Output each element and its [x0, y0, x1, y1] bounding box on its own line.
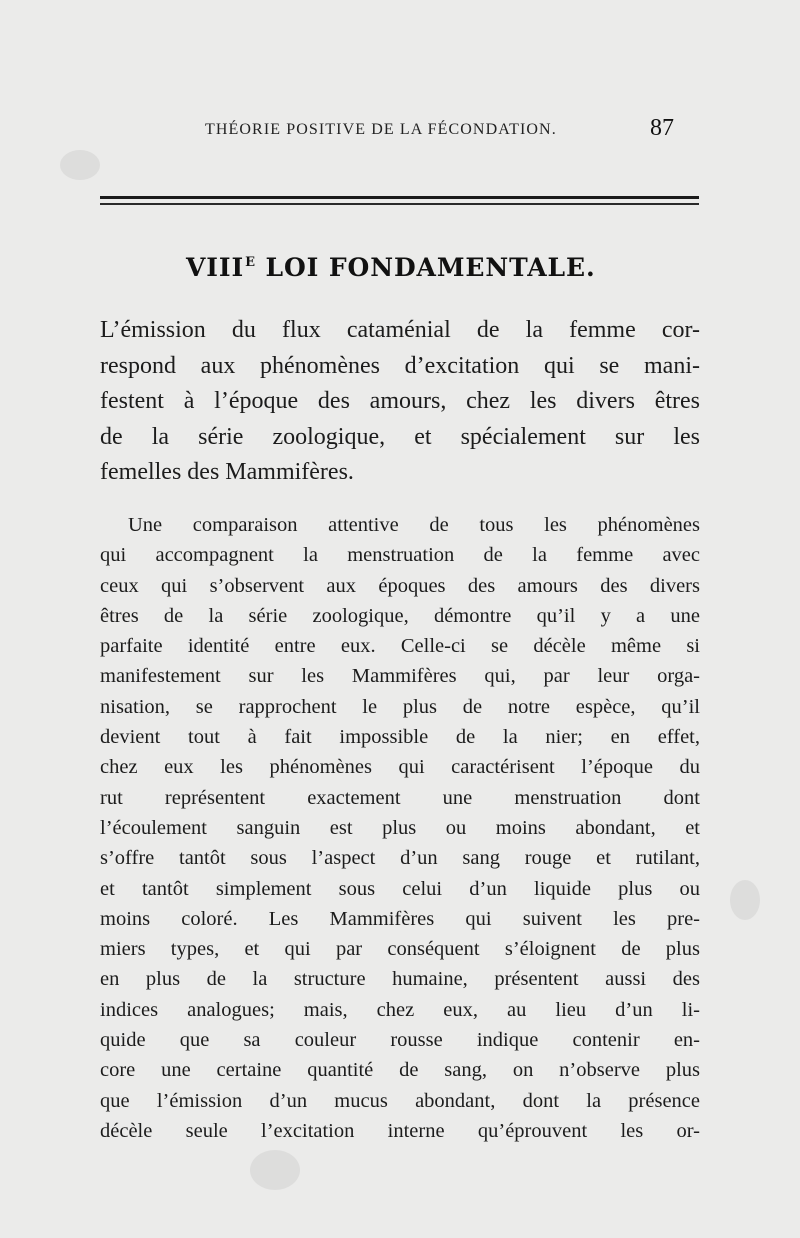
body-line: manifestement sur les Mammifères qui, par leur orga- — [100, 665, 700, 688]
body-line: ceux qui s’observent aux époques des amours des divers — [100, 574, 700, 597]
body-paragraph — [100, 510, 700, 1146]
body-line: quide que sa couleur rousse indique contenir en- — [100, 1029, 700, 1052]
body-line: core une certaine quantité de sang, on n’observe plus — [100, 1059, 700, 1082]
body-line: moins coloré. Les Mammifères qui suivent les pre- — [100, 907, 700, 930]
header-rule-thin — [100, 203, 699, 205]
body-line: êtres de la série zoologique, démontre qu’il y a une — [100, 604, 700, 627]
body-line: chez eux les phénomènes qui caractérisent l’époque du — [100, 756, 700, 779]
body-line: miers types, et qui par conséquent s’éloignent de plus — [100, 938, 700, 961]
law-line: respond aux phénomènes d’excitation qui se mani- — [100, 352, 700, 379]
heading-numeral: VIII — [186, 253, 245, 282]
paper-stain — [60, 150, 100, 180]
section-heading — [186, 253, 596, 282]
law-line: festent à l’époque des amours, chez les divers êtres — [100, 388, 700, 414]
body-line: indices analogues; mais, chez eux, au lieu d’un li- — [100, 998, 700, 1021]
body-line: que l’émission d’un mucus abondant, dont la présence — [100, 1089, 700, 1112]
body-line: en plus de la structure humaine, présentent aussi des — [100, 968, 700, 991]
body-line: décèle seule l’excitation interne qu’éprouvent les or- — [100, 1119, 700, 1142]
paper-stain — [730, 880, 760, 920]
running-title: THÉORIE POSITIVE DE LA FÉCONDATION. — [205, 121, 557, 138]
body-line: et tantôt simplement sous celui d’un liquide plus ou — [100, 877, 700, 900]
body-line: nisation, se rapprochent le plus de notre espèce, qu’il — [100, 695, 700, 718]
body-line: qui accompagnent la menstruation de la femme avec — [100, 544, 700, 567]
page-number: 87 — [650, 115, 674, 141]
law-line: de la série zoologique, et spécialement sur les — [100, 423, 700, 450]
body-line: l’écoulement sanguin est plus ou moins abondant, et — [100, 816, 700, 839]
body-line: parfaite identité entre eux. Celle-ci se décèle même si — [100, 635, 700, 658]
paper-stain — [250, 1150, 300, 1190]
law-line: L’émission du flux cataménial de la femme cor- — [100, 317, 700, 343]
law-line: femelles des Mammifères. — [100, 459, 354, 485]
body-line: devient tout à fait impossible de la nier; en effet, — [100, 726, 700, 749]
law-statement — [100, 313, 700, 491]
body-line: rut représentent exactement une menstruation dont — [100, 786, 700, 809]
heading-title: LOI FONDAMENTALE. — [255, 253, 596, 282]
heading-superscript: E — [245, 255, 256, 270]
body-line: s’offre tantôt sous l’aspect d’un sang rouge et rutilant, — [100, 847, 700, 870]
header-rule-thick — [100, 196, 699, 199]
body-line: Une comparaison attentive de tous les phénomènes — [128, 514, 700, 536]
